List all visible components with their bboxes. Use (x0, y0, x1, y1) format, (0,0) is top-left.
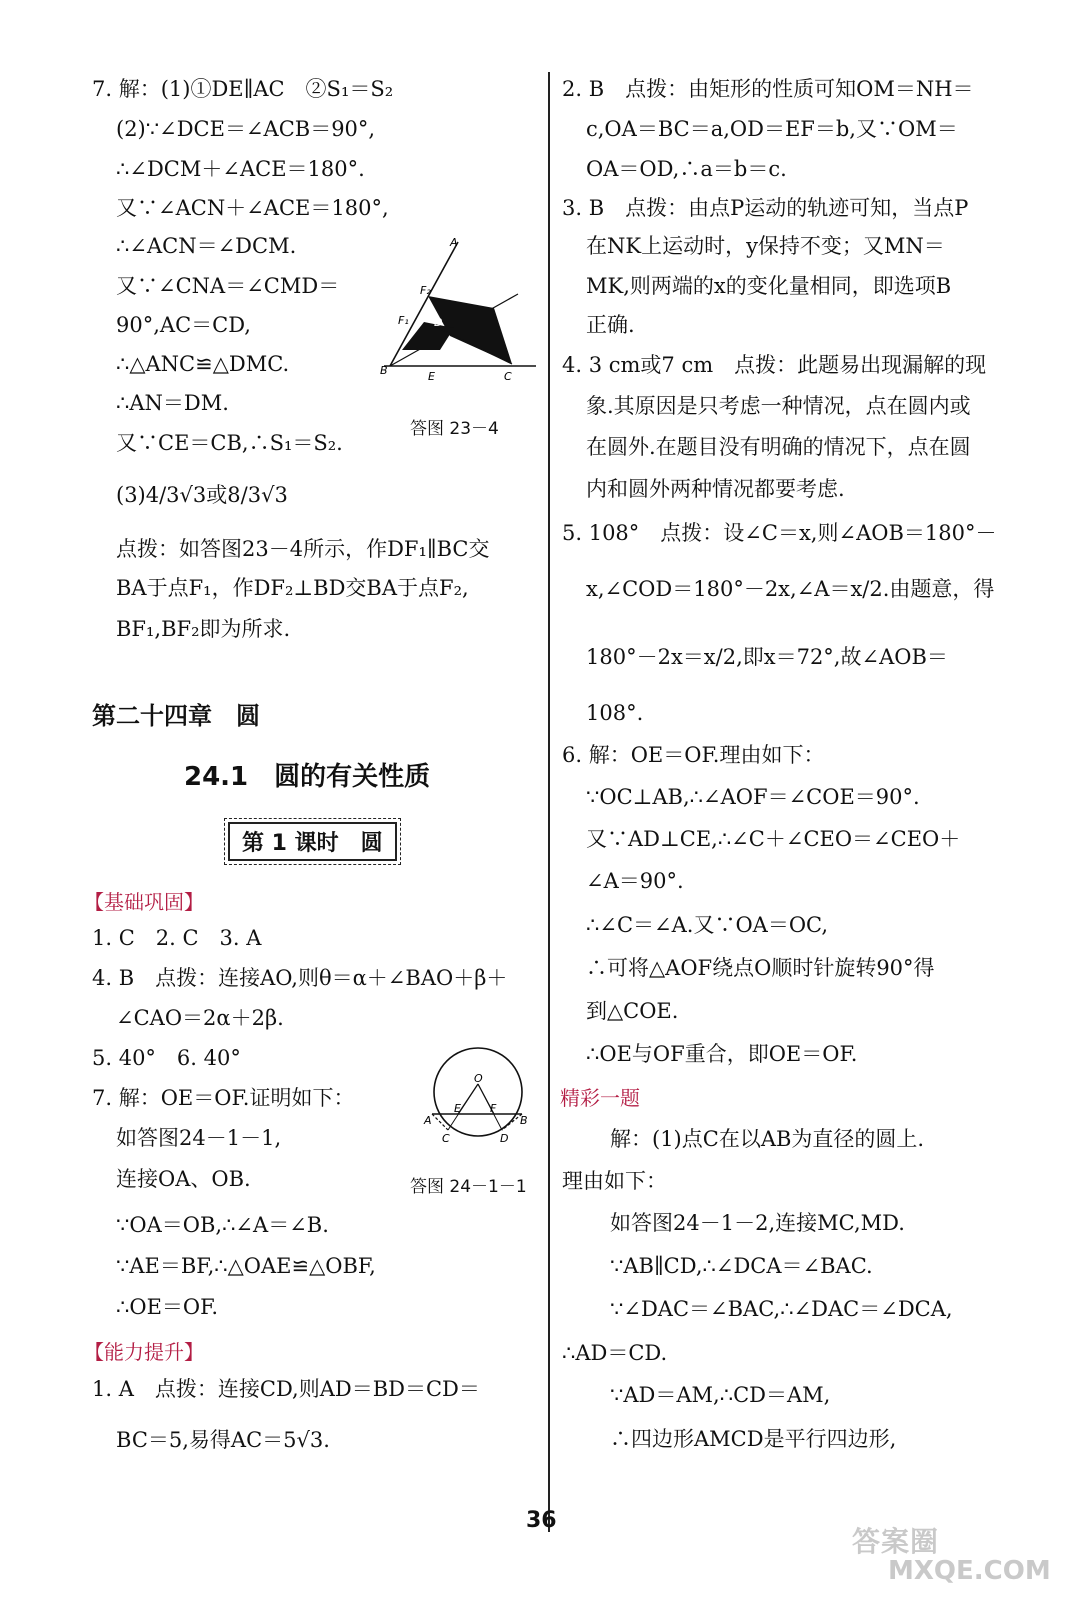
section-title: 24.1 圆的有关性质 (184, 762, 431, 792)
right-line-8: 4. 3 cm或7 cm 点拨：此题易出现漏解的现 (562, 353, 987, 377)
right-line-9: 象.其原因是只考虑一种情况，点在圆内或 (586, 394, 971, 418)
basic-line-9: ∵AE＝BF,∴△OAE≌△OBF, (116, 1254, 376, 1278)
highlight-line-7: ∵AD＝AM,∴CD＝AM, (610, 1383, 831, 1407)
right-line-1: 2. B 点拨：由矩形的性质可知OM＝NH＝ (562, 77, 974, 101)
highlight-line-5: ∵∠DAC＝∠BAC,∴∠DAC＝∠DCA, (610, 1297, 953, 1321)
q7-line-12: 点拨：如答图23－4所示，作DF₁∥BC交 (116, 537, 490, 561)
fig2-caption: 答图 24－1－1 (410, 1177, 527, 1197)
fig1-label-e: E (428, 370, 435, 383)
fig2-label-d: D (500, 1132, 509, 1145)
fig2-label-f: F (490, 1102, 497, 1115)
fig1-caption: 答图 23－4 (410, 419, 499, 439)
right-line-3: OA＝OD,∴a＝b＝c. (586, 157, 787, 181)
right-line-2: c,OA＝BC＝a,OD＝EF＝b,又∵OM＝ (586, 117, 958, 141)
q7-line-2: (2)∵∠DCE＝∠ACB＝90°, (116, 117, 376, 141)
right-line-14: 180°－2x＝x/2,即x＝72°,故∠AOB＝ (586, 645, 948, 669)
watermark-url: MXQE.COM (888, 1556, 1051, 1586)
right-line-4: 3. B 点拨：由点P运动的轨迹可知，当点P (562, 196, 969, 220)
q7-line-7: 90°,AC＝CD, (116, 313, 251, 337)
fig2-label-e: E (454, 1102, 461, 1115)
q7-line-14: BF₁,BF₂即为所求. (116, 617, 291, 641)
fig1-label-c: C (504, 370, 512, 383)
right-line-20: ∴∠C＝∠A.又∵OA＝OC, (586, 913, 829, 937)
figure-24-1-1 (422, 1046, 534, 1146)
right-line-12: 5. 108° 点拨：设∠C＝x,则∠AOB＝180°－ (562, 521, 997, 545)
basic-line-2: 4. B 点拨：连接AO,则θ＝α＋∠BAO＋β＋ (92, 966, 508, 990)
fig1-label-f1: F₁ (398, 314, 409, 327)
q7-line-5: ∴∠ACN＝∠DCM. (116, 234, 297, 258)
q7-line-11: (3)4/3√3或8/3√3 (116, 483, 288, 507)
right-line-19: ∠A＝90°. (586, 869, 684, 893)
highlight-line-6: ∴AD＝CD. (562, 1341, 668, 1365)
fig2-label-c: C (442, 1132, 450, 1145)
right-line-11: 内和圆外两种情况都要考虑. (586, 477, 845, 501)
fig1-label-b: B (380, 364, 388, 377)
right-line-13: x,∠COD＝180°－2x,∠A＝x/2.由题意，得 (586, 577, 995, 601)
fig2-label-o: O (474, 1072, 483, 1085)
q7-line-3: ∴∠DCM＋∠ACE＝180°. (116, 157, 365, 181)
highlight-line-8: ∴四边形AMCD是平行四边形, (610, 1427, 897, 1451)
fig1-label-f2: F₂ (420, 284, 431, 297)
tag-basic: 【基础巩固】 (84, 890, 204, 914)
q7-line-8: ∴△ANC≌△DMC. (116, 352, 290, 376)
q7-line-1: 7. 解：(1)①DE∥AC ②S₁＝S₂ (92, 77, 394, 101)
right-line-18: 又∵AD⊥CE,∴∠C＋∠CEO＝∠CEO＋ (586, 827, 961, 851)
highlight-line-4: ∵AB∥CD,∴∠DCA＝∠BAC. (610, 1254, 873, 1278)
q7-line-4: 又∵∠ACN＋∠ACE＝180°, (116, 196, 389, 220)
fig2-label-b: B (520, 1114, 528, 1127)
basic-line-5: 7. 解：OE＝OF.证明如下： (92, 1086, 355, 1110)
q7-line-6: 又∵∠CNA＝∠CMD＝ (116, 274, 340, 298)
right-line-7: 正确. (586, 313, 635, 337)
right-line-21: ∴可将△AOF绕点O顺时针旋转90°得 (586, 956, 935, 980)
basic-line-10: ∴OE＝OF. (116, 1295, 219, 1319)
chapter-title: 第二十四章 圆 (92, 702, 260, 730)
basic-line-8: ∵OA＝OB,∴∠A＝∠B. (116, 1213, 329, 1237)
right-line-17: ∵OC⊥AB,∴∠AOF＝∠COE＝90°. (586, 785, 920, 809)
watermark-logo: 答案圈 (852, 1525, 940, 1558)
q7-line-13: BA于点F₁，作DF₂⊥BD交BA于点F₂, (116, 576, 469, 600)
q7-line-10: 又∵CE＝CB,∴S₁＝S₂. (116, 431, 343, 455)
fig1-label-a: A (450, 236, 458, 249)
advance-line-2: BC＝5,易得AC＝5√3. (116, 1428, 330, 1452)
basic-line-7: 连接OA、OB. (116, 1167, 251, 1191)
page-number: 36 (526, 1508, 557, 1533)
tag-advance: 【能力提升】 (84, 1340, 204, 1364)
advance-line-1: 1. A 点拨：连接CD,则AD＝BD＝CD＝ (92, 1377, 480, 1401)
right-line-6: MK,则两端的x的变化量相同，即选项B (586, 274, 952, 298)
basic-line-3: ∠CAO＝2α＋2β. (116, 1006, 284, 1030)
highlight-line-3: 如答图24－1－2,连接MC,MD. (610, 1211, 905, 1235)
right-line-22: 到△COE. (586, 999, 679, 1023)
q7-line-9: ∴AN＝DM. (116, 391, 229, 415)
figure-23-4 (376, 236, 540, 386)
right-line-5: 在NK上运动时，y保持不变；又MN＝ (586, 234, 945, 258)
fig2-label-a: A (424, 1114, 432, 1127)
basic-line-6: 如答图24－1－1, (116, 1126, 282, 1150)
highlight-line-1: 解：(1)点C在以AB为直径的圆上. (610, 1127, 925, 1151)
right-line-16: 6. 解：OE＝OF.理由如下： (562, 743, 825, 767)
basic-line-4: 5. 40° 6. 40° (92, 1046, 241, 1070)
tag-highlight: 精彩一题 (560, 1086, 640, 1110)
fig1-label-d: D (434, 316, 443, 329)
right-line-15: 108°. (586, 701, 644, 725)
column-divider (548, 72, 550, 1532)
basic-line-1: 1. C 2. C 3. A (92, 926, 262, 950)
right-line-23: ∴OE与OF重合，即OE＝OF. (586, 1042, 858, 1066)
highlight-line-2: 理由如下： (562, 1169, 667, 1193)
right-line-10: 在圆外.在题目没有明确的情况下，点在圆 (586, 435, 971, 459)
lesson-title: 第 1 课时 圆 (228, 822, 397, 861)
